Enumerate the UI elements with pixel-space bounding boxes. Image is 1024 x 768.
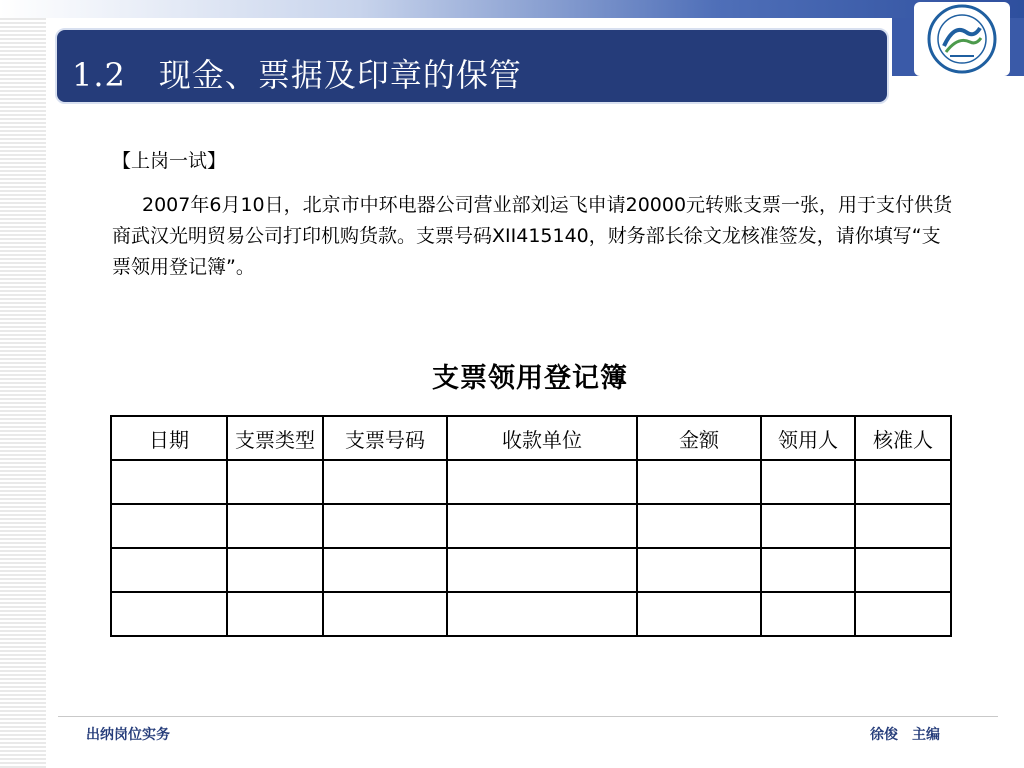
column-header-approver: 核准人 [855,416,951,460]
ledger-cell [323,548,447,592]
ledger-cell [227,460,323,504]
column-header-recipient: 领用人 [761,416,855,460]
ledger-cell [761,460,855,504]
exercise-paragraph: 2007年6月10日，北京市中环电器公司营业部刘运飞申请20000元转账支票一张，用于支付供货商武汉光明贸易公司打印机购货款。支票号码XII415140，财务部长徐文龙核准签发，请你填写“支票领用登记簿”。 [112,194,953,278]
footer-divider [58,716,998,717]
ledger-cell [111,460,227,504]
ledger-cell [323,504,447,548]
ledger-cell [637,592,761,636]
column-header-date: 日期 [111,416,227,460]
ledger-cell [111,548,227,592]
ledger-cell [227,504,323,548]
column-header-amount: 金额 [637,416,761,460]
ledger-cell [447,548,637,592]
ledger-cell [637,548,761,592]
ledger-cell [227,592,323,636]
ledger-cell [855,548,951,592]
ledger-cell [637,504,761,548]
ledger-header-row [111,416,951,460]
ledger-body [111,460,951,636]
ledger-row [111,592,951,636]
ledger-cell [111,592,227,636]
ledger-cell [855,592,951,636]
ledger-cell [447,460,637,504]
ledger-cell [761,592,855,636]
footer-editor: 徐俊 主编 [870,727,940,743]
ledger-cell [323,460,447,504]
ledger-row [111,504,951,548]
ledger-cell [761,504,855,548]
footer-course-name: 出纳岗位实务 [86,727,170,743]
ledger-cell [227,548,323,592]
ledger-cell [111,504,227,548]
column-header-cheque-type: 支票类型 [227,416,323,460]
ledger-cell [761,548,855,592]
ledger-row [111,548,951,592]
ledger-title: 支票领用登记簿 [432,363,628,394]
ledger-cell [447,504,637,548]
ledger-cell [855,460,951,504]
slide-title: 1.2 现金、票据及印章的保管 [72,56,522,94]
ledger-cell [323,592,447,636]
university-logo-icon [914,2,1010,76]
column-header-payee: 收款单位 [447,416,637,460]
top-banner-strip [0,0,1024,18]
ledger-cell [447,592,637,636]
ledger-cell [637,460,761,504]
cheque-ledger-table [110,415,952,637]
ledger-cell [855,504,951,548]
exercise-heading: 【上岗一试】 [112,150,227,172]
column-header-cheque-number: 支票号码 [323,416,447,460]
ledger-row [111,460,951,504]
